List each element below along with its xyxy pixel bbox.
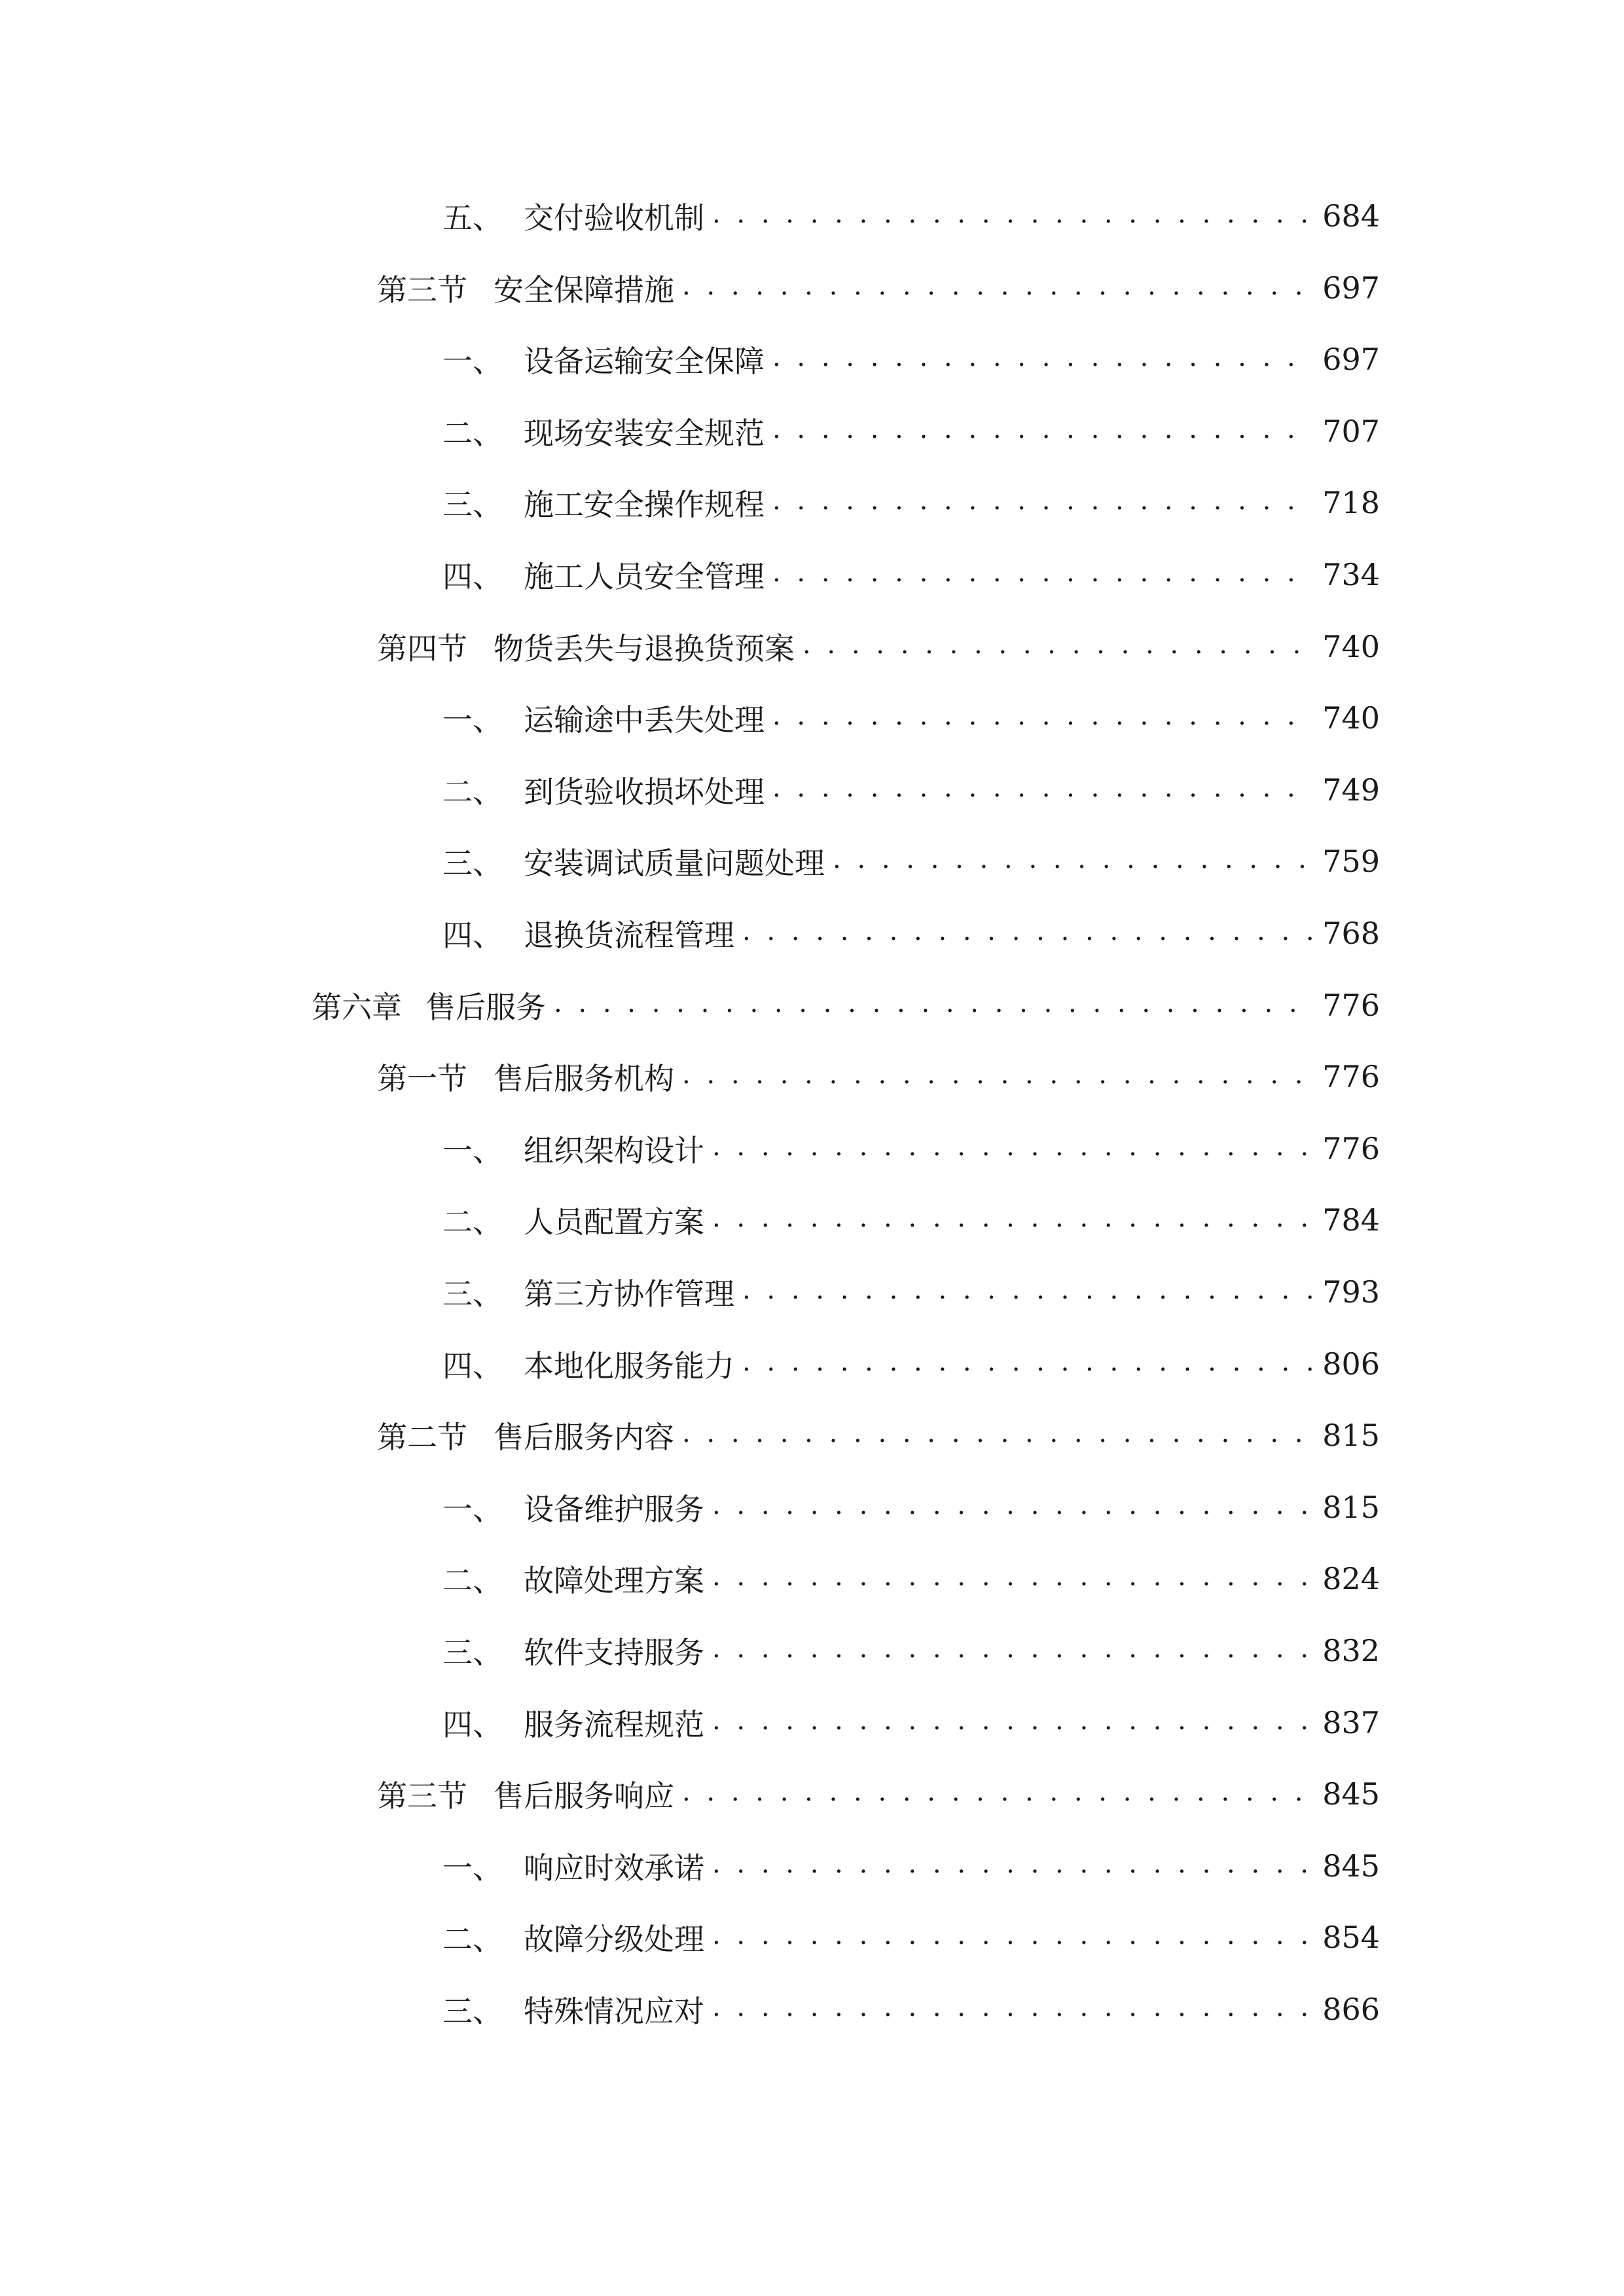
toc-entry-title: 软件支持服务 <box>524 1635 704 1670</box>
toc-entry[interactable] <box>442 476 1380 529</box>
toc-entry-title: 故障分级处理 <box>524 1922 704 1958</box>
toc-entry-title: 施工人员安全管理 <box>524 559 765 594</box>
toc-dot-leader <box>682 262 1313 314</box>
toc-entry-page-number: 845 <box>1322 1848 1380 1884</box>
toc-dot-leader <box>554 979 1313 1031</box>
toc-entry-number: 三、 <box>442 1635 503 1670</box>
toc-entry-title: 安全保障措施 <box>494 272 674 308</box>
toc-entry-title: 退换货流程管理 <box>524 918 734 953</box>
toc-entry[interactable] <box>377 1050 1380 1103</box>
toc-entry-page-number: 759 <box>1322 844 1380 880</box>
toc-entry-page-number: 806 <box>1322 1346 1380 1382</box>
toc-entry-page-number: 815 <box>1322 1418 1380 1454</box>
toc-entry-number: 四、 <box>442 559 503 594</box>
toc-entry-number: 一、 <box>442 344 503 380</box>
toc-entry[interactable] <box>442 1696 1380 1749</box>
toc-entry-number: 三、 <box>442 1276 503 1312</box>
toc-dot-leader <box>742 907 1313 960</box>
toc-entry[interactable] <box>377 262 1380 314</box>
toc-entry-number: 三、 <box>442 1994 503 2029</box>
toc-entry[interactable] <box>442 1624 1380 1677</box>
toc-entry-title: 交付验收机制 <box>524 200 704 236</box>
toc-entry[interactable] <box>442 1122 1380 1175</box>
toc-dot-leader <box>772 764 1313 816</box>
toc-dot-leader <box>682 1050 1313 1103</box>
toc-entry-number: 四、 <box>442 1348 503 1384</box>
toc-dot-leader <box>712 1194 1313 1246</box>
toc-entry-title: 售后服务内容 <box>494 1420 674 1456</box>
toc-dot-leader <box>772 692 1313 744</box>
toc-entry-title: 安装调试质量问题处理 <box>524 846 825 882</box>
toc-entry-title: 特殊情况应对 <box>524 1994 704 2029</box>
toc-entry[interactable] <box>442 1338 1380 1390</box>
toc-entry-page-number: 734 <box>1322 557 1380 592</box>
toc-entry-title: 物货丢失与退换货预案 <box>494 630 795 666</box>
toc-entry-number: 三、 <box>442 487 503 523</box>
toc-entry-number: 四、 <box>442 918 503 953</box>
toc-entry-number: 一、 <box>442 1850 503 1886</box>
toc-entry[interactable] <box>442 405 1380 457</box>
toc-entry-title: 服务流程规范 <box>524 1706 704 1742</box>
toc-entry-page-number: 866 <box>1322 1992 1380 2027</box>
toc-entry-title: 响应时效承诺 <box>524 1850 704 1886</box>
toc-entry-page-number: 824 <box>1322 1561 1380 1597</box>
toc-entry[interactable] <box>442 764 1380 816</box>
toc-entry-number: 五、 <box>442 200 503 236</box>
toc-entry-number: 二、 <box>442 774 503 810</box>
toc-dot-leader <box>712 1481 1313 1534</box>
toc-entry[interactable] <box>442 907 1380 960</box>
toc-entry-number: 一、 <box>442 1491 503 1527</box>
toc-dot-leader <box>772 333 1313 386</box>
toc-entry-page-number: 776 <box>1322 1059 1380 1095</box>
toc-entry-title: 第三方协作管理 <box>524 1276 734 1312</box>
toc-dot-leader <box>712 1983 1313 2036</box>
toc-entry[interactable] <box>442 1266 1380 1318</box>
toc-entry-page-number: 749 <box>1322 772 1380 808</box>
toc-entry-title: 组织架构设计 <box>524 1132 704 1168</box>
toc-entry-title: 设备运输安全保障 <box>524 344 765 380</box>
toc-dot-leader <box>712 1624 1313 1677</box>
toc-dot-leader <box>712 1911 1313 1964</box>
toc-entry-number: 第三节 <box>377 272 467 308</box>
toc-entry-page-number: 707 <box>1322 413 1380 449</box>
toc-entry-page-number: 776 <box>1322 1130 1380 1166</box>
toc-entry[interactable] <box>442 333 1380 386</box>
toc-entry-number: 第六章 <box>312 989 402 1025</box>
toc-entry-page-number: 793 <box>1322 1274 1380 1310</box>
toc-entry-number: 第一节 <box>377 1061 467 1097</box>
toc-dot-leader <box>712 1122 1313 1175</box>
toc-dot-leader <box>682 1768 1313 1820</box>
toc-entry-title: 现场安装安全规范 <box>524 415 765 451</box>
toc-entry-page-number: 854 <box>1322 1920 1380 1956</box>
toc-entry-page-number: 784 <box>1322 1202 1380 1238</box>
toc-entry[interactable] <box>377 620 1380 673</box>
toc-entry[interactable] <box>442 1194 1380 1246</box>
toc-dot-leader <box>712 190 1313 242</box>
toc-entry-number: 三、 <box>442 846 503 882</box>
toc-entry-page-number: 776 <box>1322 987 1380 1023</box>
toc-dot-leader <box>803 620 1313 673</box>
toc-entry[interactable] <box>312 979 1380 1031</box>
toc-entry-page-number: 684 <box>1322 198 1380 234</box>
toc-dot-leader <box>712 1840 1313 1892</box>
toc-entry-title: 本地化服务能力 <box>524 1348 734 1384</box>
toc-entry-title: 施工安全操作规程 <box>524 487 765 523</box>
toc-entry-page-number: 832 <box>1322 1633 1380 1668</box>
toc-entry[interactable] <box>442 190 1380 242</box>
toc-entry-page-number: 740 <box>1322 628 1380 664</box>
toc-entry-page-number: 740 <box>1322 700 1380 736</box>
toc-entry-number: 四、 <box>442 1706 503 1742</box>
toc-entry-title: 到货验收损坏处理 <box>524 774 765 810</box>
toc-dot-leader <box>772 548 1313 601</box>
toc-entry-page-number: 697 <box>1322 342 1380 378</box>
toc-dot-leader <box>712 1696 1313 1749</box>
toc-entry[interactable] <box>442 835 1380 888</box>
toc-entry-number: 一、 <box>442 702 503 738</box>
toc-entry-page-number: 837 <box>1322 1704 1380 1740</box>
toc-entry[interactable] <box>442 548 1380 601</box>
toc-dot-leader <box>833 835 1313 888</box>
toc-entry[interactable] <box>377 1768 1380 1820</box>
toc-dot-leader <box>772 405 1313 457</box>
toc-entry-number: 二、 <box>442 1922 503 1958</box>
toc-dot-leader <box>742 1266 1313 1318</box>
toc-entry[interactable] <box>377 1409 1380 1462</box>
toc-entry-number: 二、 <box>442 1204 503 1240</box>
toc-dot-leader <box>772 476 1313 529</box>
toc-dot-leader <box>712 1552 1313 1605</box>
toc-entry-number: 一、 <box>442 1132 503 1168</box>
toc-dot-leader <box>682 1409 1313 1462</box>
toc-entry-page-number: 697 <box>1322 270 1380 306</box>
toc-entry-title: 售后服务 <box>425 989 546 1025</box>
toc-entry-number: 第二节 <box>377 1420 467 1456</box>
toc-dot-leader <box>742 1338 1313 1390</box>
toc-entry-title: 售后服务机构 <box>494 1061 674 1097</box>
toc-entry-page-number: 718 <box>1322 485 1380 521</box>
toc-entry-title: 故障处理方案 <box>524 1563 704 1599</box>
toc-entry[interactable] <box>442 1983 1380 2036</box>
toc-entry-number: 第四节 <box>377 630 467 666</box>
toc-entry[interactable] <box>442 1911 1380 1964</box>
toc-entry-page-number: 768 <box>1322 916 1380 951</box>
toc-entry-title: 设备维护服务 <box>524 1491 704 1527</box>
toc-entry-number: 二、 <box>442 415 503 451</box>
toc-entry-page-number: 815 <box>1322 1489 1380 1525</box>
toc-entry-page-number: 845 <box>1322 1776 1380 1812</box>
toc-entry-title: 售后服务响应 <box>494 1778 674 1814</box>
toc-entry-title: 运输途中丢失处理 <box>524 702 765 738</box>
toc-entry-title: 人员配置方案 <box>524 1204 704 1240</box>
toc-entry-number: 第三节 <box>377 1778 467 1814</box>
toc-entry[interactable] <box>442 692 1380 744</box>
toc-entry[interactable] <box>442 1840 1380 1892</box>
toc-entry[interactable] <box>442 1481 1380 1534</box>
toc-entry-number: 二、 <box>442 1563 503 1599</box>
toc-entry[interactable] <box>442 1552 1380 1605</box>
